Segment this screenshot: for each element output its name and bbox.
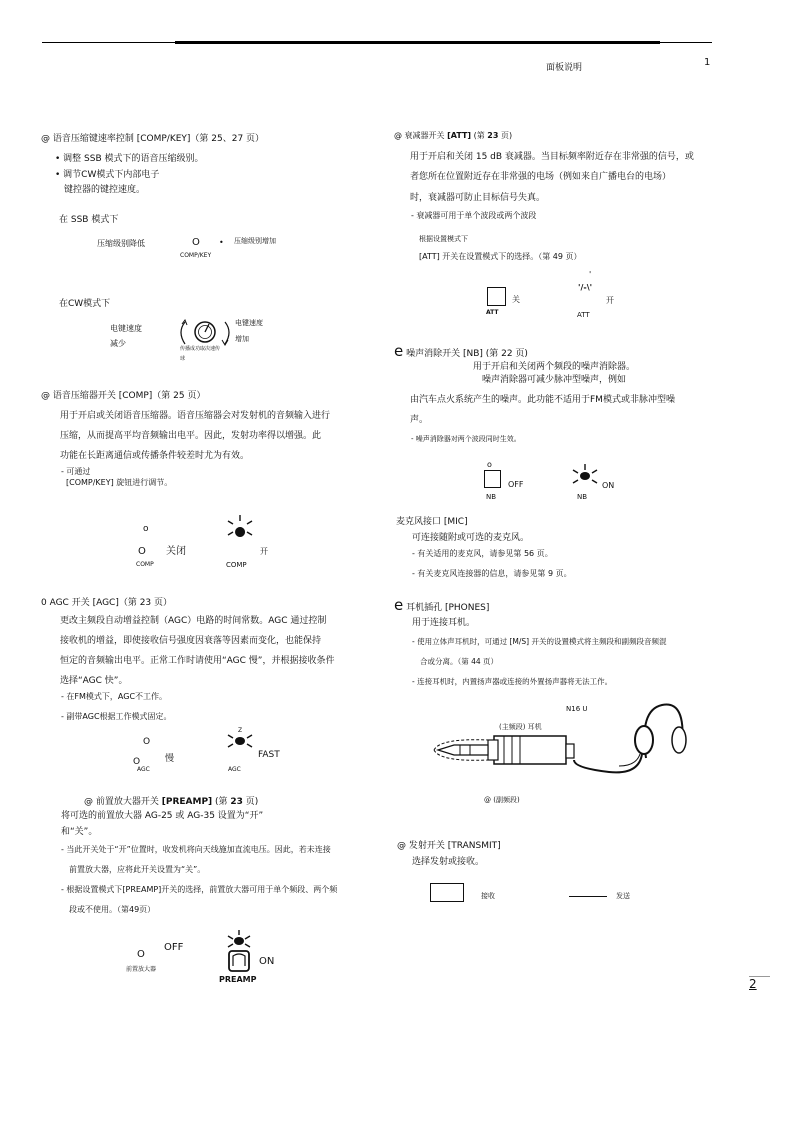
nb-para-2: 噪声消除器可减少脉冲型噪声，例如: [482, 375, 627, 385]
nb-heading: [394, 342, 528, 360]
mic-note-2: - 有关麦克风连接器的信息，请参见第 9 页。: [412, 569, 572, 578]
nb-btn-label-right: NB: [577, 493, 588, 501]
preamp-heading-page: 23: [230, 797, 243, 807]
preamp-off-label[interactable]: OFF: [164, 942, 184, 953]
comp-key-bullet-2a: • 调节CW模式下内部电子: [55, 170, 160, 180]
nb-btn-label-left: NB: [486, 493, 497, 501]
nb-note-1: - 噪声消除器对两个波段同时生效。: [411, 435, 521, 443]
agc-led-on-icon: [226, 731, 254, 751]
att-on-label: 开: [606, 296, 614, 305]
phones-model: N16 U: [566, 705, 588, 713]
phones-note-1: - 使用立体声耳机时，可通过 [M/S] 开关的设置模式将主频段和副频段音频混: [412, 637, 667, 646]
preamp-heading-bold: [PREAMP]: [161, 797, 213, 807]
phones-note-1b: 合或分离。（第 44 页）: [420, 657, 499, 666]
phones-sub-label: @ (副频段): [484, 796, 520, 804]
att-off-label: 关: [512, 295, 520, 304]
preamp-heading-prefix: @ 前置放大器开关: [84, 797, 162, 807]
header-rule-bold: [175, 41, 660, 44]
comp-key-heading: @ 语音压缩键速率控制 [COMP/KEY]（第 25、27 页）: [41, 134, 265, 144]
preamp-para-1: 将可选的前置放大器 AG-25 或 AG-35 设置为“开”: [61, 811, 264, 821]
ssb-mode-label: 在 SSB 模式下: [59, 215, 119, 225]
att-rays: '/-\': [578, 283, 593, 292]
att-button-off[interactable]: [487, 287, 506, 306]
comp-high-label: 压缩级别增加: [234, 237, 276, 245]
transmit-send-position[interactable]: [569, 896, 607, 897]
comp-led-off: o: [143, 524, 149, 534]
transmit-receive-button[interactable]: [430, 883, 464, 902]
att-note-3: [ATT] 开关在设置模式下的选择。（第 49 页）: [419, 252, 582, 261]
phones-para-1: 用于连接耳机。: [412, 618, 476, 628]
nb-para-4: 声。: [410, 415, 429, 425]
agc-slow-symbol: O: [133, 757, 141, 767]
comp-note-1: - 可通过: [61, 467, 91, 476]
preamp-off-caption: 前置放大器: [126, 966, 157, 973]
att-heading-suffix: (第: [471, 131, 488, 140]
preamp-heading: [84, 794, 258, 807]
agc-btn-label-right: AGC: [228, 766, 241, 773]
mic-note-1: - 有关适用的麦克风，请参见第 56 页。: [412, 549, 553, 558]
comp-key-bullet-2b: 键控器的键控速度。: [64, 185, 146, 195]
att-note-1: - 衰减器可用于单个波段或两个波段: [411, 211, 537, 220]
agc-note-2: - 副带AGC根据工作模式固定。: [61, 712, 172, 721]
phones-heading-mark: e: [394, 596, 404, 614]
agc-para-2: 接收机的增益，即使接收信号强度因衰落等因素而变化，也能保持: [60, 636, 322, 646]
att-note-2: 根据设置模式下: [419, 235, 468, 243]
nb-heading-text: 噪声消除开关 [NB] (第 22 页): [403, 349, 528, 359]
preamp-note-2: - 根据设置模式下[PREAMP]开关的选择，前置放大器可用于单个频段、两个频: [61, 885, 338, 894]
key-fast-label-2: 增加: [235, 335, 249, 343]
phones-note-2: - 连接耳机时，内置扬声器或连接的外置扬声器将无法工作。: [412, 677, 613, 686]
comp-low-label: 压缩级别降低: [97, 239, 145, 248]
transmit-para-1: 选择发射或接收。: [412, 857, 485, 867]
att-btn-label-left: ATT: [486, 309, 499, 316]
page-number: 1: [704, 57, 711, 68]
phones-main-label: (主频段) 耳机: [499, 723, 542, 731]
att-heading-end: 页): [498, 131, 513, 140]
nb-heading-mark: e: [394, 342, 404, 360]
preamp-on-label[interactable]: ON: [259, 956, 275, 967]
preamp-heading-suffix: (第: [212, 797, 231, 807]
comp-key-knob-label: COMP/KEY: [180, 252, 212, 259]
comp-led-on-icon: [226, 515, 254, 539]
att-para-1: 用于开启和关闭 15 dB 衰减器。当目标频率附近存在非常强的信号，或: [410, 152, 694, 162]
nb-para-1: 用于开启和关闭两个频段的噪声消除器。: [473, 362, 636, 372]
agc-z-mark: Z: [238, 727, 243, 734]
transmit-tx-label: 发送: [616, 892, 630, 900]
mic-heading: 麦克风接口 [MIC]: [396, 517, 468, 527]
comp-note-2: [COMP/KEY] 旋钮进行调节。: [66, 478, 173, 487]
cw-mode-label: 在CW模式下: [59, 299, 111, 309]
att-tick: ': [589, 270, 592, 279]
knob-caption-1: 传播成功取决速传: [180, 346, 221, 352]
preamp-btn-label: PREAMP: [219, 975, 257, 984]
att-btn-label-right: ATT: [577, 311, 590, 319]
preamp-note-1: - 当此开关处于“开”位置时，收发机将向天线施加直流电压。因此，若未连接: [61, 845, 331, 854]
comp-key-bullet-1: • 调整 SSB 模式下的语音压缩级别。: [55, 154, 204, 164]
att-heading-page: 23: [487, 131, 499, 140]
att-para-3: 时，衰减器可防止目标信号失真。: [410, 193, 546, 203]
comp-key-knob-symbol: O: [192, 237, 200, 248]
agc-heading: 0 AGC 开关 [AGC]（第 23 页）: [41, 598, 173, 608]
nb-button-off[interactable]: [484, 470, 501, 488]
preamp-heading-end: 页): [242, 797, 259, 807]
footer-page-number: 2: [749, 977, 757, 991]
preamp-off-symbol: O: [137, 949, 145, 960]
transmit-heading: @ 发射开关 [TRANSMIT]: [397, 841, 501, 851]
key-fast-label-1: 电键速度: [235, 319, 263, 327]
comp-para-2: 压缩，从而提高平均音频输出电平。因此，发射功率得以增强。此: [60, 431, 322, 441]
comp-btn-label-right: COMP: [226, 561, 247, 569]
nb-off-label: OFF: [508, 480, 524, 489]
transmit-rx-label: 接收: [481, 892, 495, 900]
att-heading-prefix: @ 衰减器开关: [394, 131, 448, 140]
header-title: 面板说明: [546, 63, 583, 73]
knob-caption-2: 球: [180, 356, 186, 362]
agc-note-1: - 在FM模式下，AGC不工作。: [61, 692, 168, 701]
mic-para-1: 可连接随附或可选的麦克风。: [412, 533, 530, 543]
preamp-note-1b: 前置放大器，应将此开关设置为“关”。: [69, 865, 206, 874]
att-heading: [394, 130, 512, 141]
agc-btn-label-left: AGC: [137, 766, 150, 773]
agc-para-1: 更改主频段自动增益控制（AGC）电路的时间常数。AGC 通过控制: [60, 616, 327, 626]
phones-heading-text: 耳机插孔 [PHONES]: [403, 603, 490, 613]
key-slow-label-2: 减少: [110, 339, 126, 348]
agc-slow-label[interactable]: 慢: [165, 754, 175, 764]
att-para-2: 者您所在位置附近存在非常强的电场（例如来自广播电台的电场）: [410, 172, 672, 182]
nb-on-label: ON: [602, 481, 615, 490]
att-heading-bold: [ATT]: [447, 131, 472, 140]
comp-para-3: 功能在长距离通信或传播条件较差时尤为有效。: [60, 451, 250, 461]
agc-para-3: 恒定的音频输出电平。正常工作时请使用“AGC 慢”，并根据接收条件: [60, 656, 335, 666]
comp-para-1: 用于开启或关闭语音压缩器。语音压缩器会对发射机的音频输入进行: [60, 411, 331, 421]
preamp-para-2: 和“关”。: [61, 827, 98, 837]
preamp-button-icon[interactable]: [222, 930, 258, 974]
nb-led-on-icon: [571, 464, 599, 488]
agc-fast-label[interactable]: FAST: [258, 750, 280, 760]
comp-heading: @ 语音压缩器开关 [COMP]（第 25 页）: [41, 391, 206, 401]
comp-on-label[interactable]: 开: [260, 547, 268, 556]
phones-heading: [394, 596, 489, 614]
nb-led-off: o: [487, 460, 492, 469]
comp-off-label[interactable]: 关闭: [166, 546, 186, 557]
comp-key-dot: •: [219, 238, 224, 247]
comp-btn-label-left: COMP: [136, 561, 154, 568]
comp-off-symbol: O: [138, 546, 146, 557]
nb-para-3: 由汽车点火系统产生的噪声。此功能不适用于FM模式或非脉冲型噪: [410, 395, 675, 405]
key-speed-knob-icon[interactable]: [175, 318, 235, 348]
key-slow-label-1: 电键速度: [110, 324, 142, 333]
preamp-note-2b: 段或不使用。（第49页）: [69, 905, 156, 914]
agc-para-4: 选择“AGC 快”。: [60, 676, 128, 686]
headphone-plug-illustration: [424, 700, 694, 790]
agc-led-off: O: [143, 737, 151, 747]
